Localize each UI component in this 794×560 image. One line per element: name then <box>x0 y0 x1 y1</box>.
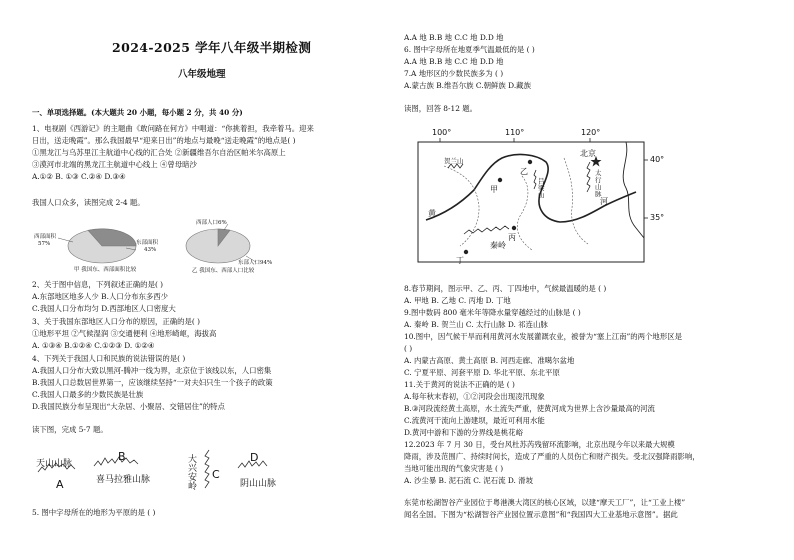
q7-options: A.蒙古族 B.维吾尔族 C.朝鲜族 D.藏族 <box>404 81 531 90</box>
q6-options: A.A 地 B.B 地 C.C 地 D.D 地 <box>404 57 504 66</box>
pie-chart-population <box>168 218 288 278</box>
q3-line-1: 3、关于我国东部地区人口分布的原因，正确的是( ) <box>32 317 201 326</box>
map-beijing-label: 北京 <box>580 149 596 158</box>
q11-line-5: D.黄河中游和下游的分界线是桃花峪 <box>404 428 523 437</box>
pie1-east-value: 43% <box>144 247 157 253</box>
q1-line-3: ①黑龙江与乌苏里江主航道中心线的汇合处 ②新疆维吾尔自治区帕米尔高原上 <box>32 148 286 157</box>
q4-line-4: C.我国人口最多的少数民族是壮族 <box>32 390 144 399</box>
point-ding <box>464 250 468 254</box>
pie1-west-label: 西部面积 <box>34 234 57 240</box>
pie2-east-label: 东部人口94% <box>238 260 273 266</box>
point-yi <box>528 160 532 164</box>
page-title: 2024-2025 学年八年级半期检测 <box>112 40 312 55</box>
q12-line-1: 12.2023 年 7 月 30 日，受台风杜苏芮残留环流影响，北京出现今年以来最大规模 <box>404 440 675 449</box>
q12-options: A. 沙尘暴 B. 泥石流 C. 泥石流 D. 滑坡 <box>404 476 533 485</box>
q12-line-2: 降雨，涉及范围广、持续时间长，造成了严重的人员伤亡和财产损失。受北汉强降雨影响， <box>404 452 700 461</box>
mountain-b-letter: B <box>118 450 126 463</box>
q6-question: 6. 图中字母所在地夏季气温最低的是 ( ) <box>404 45 535 54</box>
pie-chart-area <box>34 218 166 278</box>
mountain-c-letter: C <box>212 468 220 481</box>
mountain-c-name: 大兴安岭 <box>188 455 198 492</box>
q7-question: 7.A 地形区的少数民族多为 ( ) <box>404 69 504 78</box>
q3-options: A. ①③④ B.①②④ C.①②③ D. ①②④ <box>32 341 155 350</box>
q4-line-5: D.我国民族分布呈现出“大杂居、小聚居、交错居住”的特点 <box>32 402 225 411</box>
map-qinling-label: 秦岭 <box>490 241 506 250</box>
map-he-label: 河 <box>600 197 608 206</box>
mountain-a-letter: A <box>56 478 64 491</box>
q12-line-3: 当地可能出现的气象灾害是 ( ) <box>404 464 504 473</box>
pie2-west-label: 西部人口6% <box>196 220 227 226</box>
q2-line-3: C.我国人口分布均匀 D.西部地区人口密度大 <box>32 304 176 313</box>
map-figure <box>404 118 666 280</box>
q4-line-1: 4、下列关于我国人口和民族的说法错误的是( ) <box>32 354 186 363</box>
q2-line-1: 2、关于图中信息，下列叙述正确的是( ) <box>32 280 164 289</box>
khingan-range <box>205 450 209 488</box>
q11-line-1: 11.关于黄河的说法不正确的是 ( ) <box>404 380 515 389</box>
q10-line-1: 10.图中，因气候干旱而利用黄河水发展灌溉农业，被誉为“塞上江南”的两个地形区是 <box>404 332 682 341</box>
map-lon-100: 100° <box>432 128 452 137</box>
q5-question: 5. 图中字母所在的地形为平原的是 ( ) <box>32 508 156 517</box>
mountain-a-name: 天山山脉 <box>36 459 73 469</box>
q9-options: A. 秦岭 B. 贺兰山 C. 太行山脉 D. 祁连山脉 <box>404 320 548 329</box>
pie1-caption: 甲 我国东、西部面积比较 <box>74 267 137 273</box>
q11-line-2: A.每年秋末春初，①②河段会出现凌汛现象 <box>404 392 545 401</box>
q1-line-2: 日出，送走晚霞”。那么我国最早“迎来日出”的地点与最晚“送走晚霞”的地点是( ) <box>32 136 296 145</box>
map-lvliang-label: 吕梁山 <box>538 177 545 199</box>
q11-line-3: B.③河段流经黄土高原，水土流失严重，使黄河成为世界上含沙量最高的河流 <box>404 404 655 413</box>
himalaya-range <box>94 457 138 466</box>
pie1-west-value: 57% <box>38 241 51 247</box>
q8-options: A. 甲地 B. 乙地 C. 丙地 D. 丁地 <box>404 296 511 305</box>
mountain-figure <box>34 444 284 504</box>
map-yi-label: 乙 <box>520 167 528 176</box>
map-taihang-label: 太行山脉 <box>595 169 602 198</box>
footer-line-1: 东莞市松湖智谷产业园位于粤港澳大湾区的核心区域，以建“摩天工厂”，让“工业上楼” <box>404 498 686 507</box>
pie1-east-label: 东部面积 <box>136 240 159 246</box>
section-heading: 一、单项选择题。(本大题共 20 小题，每小题 2 分，共 40 分) <box>32 108 243 117</box>
footer-line-2: 闻名全国。下图为“松湖智谷产业园位置示意图”和“我国四大工业基地示意图”。据此 <box>404 510 678 519</box>
q1-line-4: ③漠河市北端的黑龙江主航道中心线上 ④曾母暗沙 <box>32 160 197 169</box>
map-ding-label: 丁 <box>456 256 464 265</box>
map-huang-label: 黄 <box>428 209 436 218</box>
q10-line-4: C. 宁夏平原、河套平原 D. 华北平原、东北平原 <box>404 368 560 377</box>
point-jia <box>498 178 502 182</box>
map-helan-label: 贺兰山 <box>444 157 464 165</box>
q5-options: A.A 地 B.B 地 C.C 地 D.D 地 <box>404 33 504 42</box>
mountain-b-name: 喜马拉雅山脉 <box>96 475 151 485</box>
map-lat-35: 35° <box>650 213 665 222</box>
mountain-d-name: 阴山山脉 <box>240 479 277 489</box>
page-subtitle: 八年级地理 <box>178 69 226 80</box>
q8-question: 8.春节期间，图示甲、乙、丙、丁四地中，气候最温暖的是 ( ) <box>404 284 607 293</box>
q1-options: A.①② B. ①③ C.②④ D.③④ <box>32 172 126 181</box>
q2-line-2: A.东部地区地多人少 B.人口分布东多西少 <box>32 292 169 301</box>
q3-line-2: ①地形平坦 ②气候湿润 ③交通便利 ④地形崎岖，海拔高 <box>32 329 217 338</box>
q5-intro: 读下图，完成 5-7 题。 <box>32 425 108 434</box>
q11-line-4: C.流黄河干流向上游建坝，最近可利用水能 <box>404 416 545 425</box>
q10-line-2: ( ) <box>404 344 413 353</box>
q2-intro: 我国人口众多，读图完成 2-4 题。 <box>32 198 145 207</box>
q8-intro: 读图，回答 8-12 题。 <box>404 104 478 113</box>
map-lon-120: 120° <box>581 128 601 137</box>
q10-line-3: A. 内蒙古高原、黄土高原 B. 河西走廊、准噶尔盆地 <box>404 356 575 365</box>
q4-line-2: A.我国人口分布大致以黑河-腾冲一线为界，北京位于该线以东，人口密集 <box>32 366 272 375</box>
q9-question: 9.图中数码 800 毫米年等降水量穿越经过的山脉是 ( ) <box>404 308 581 317</box>
map-jia-label: 甲 <box>490 185 498 194</box>
mountain-d-letter: D <box>250 451 259 464</box>
map-lon-110: 110° <box>505 128 525 137</box>
pie2-caption: 乙 我国东、西部人口比较 <box>192 268 255 274</box>
map-svg <box>404 118 666 280</box>
point-bing <box>512 226 516 230</box>
q1-line-1: 1、电视剧《西游记》的主题曲《敢问路在何方》中唱道：“你挑着担，我牵着马。迎来 <box>32 124 314 133</box>
q4-line-3: B.我国人口总数居世界第一，应该继续坚持“一对夫妇只生一个孩子的政策 <box>32 378 273 387</box>
map-bing-label: 丙 <box>508 233 516 242</box>
map-lat-40: 40° <box>650 155 665 164</box>
